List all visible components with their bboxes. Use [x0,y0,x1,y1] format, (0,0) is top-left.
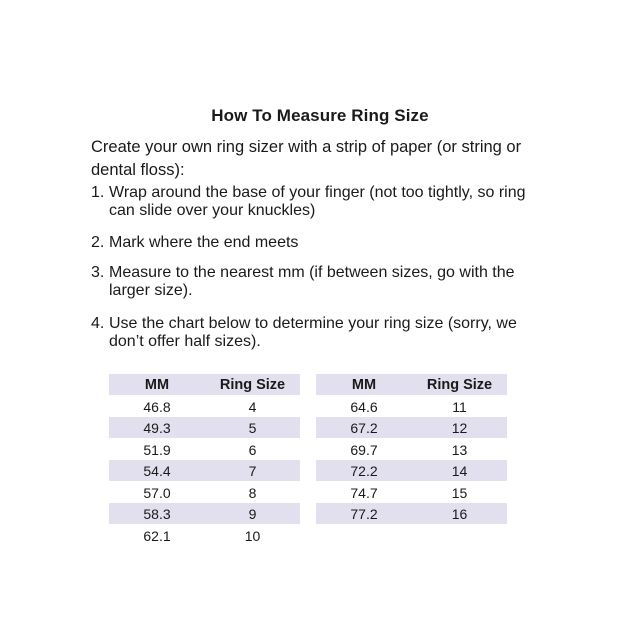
step-1 [91,184,561,220]
page-title: How To Measure Ring Size [211,106,429,125]
table-row [109,417,300,439]
size-cell: 10 [244,527,261,544]
size-cell: 5 [205,417,300,439]
table-row [316,396,507,418]
step-number: 3. [91,264,105,281]
mm-cell: 69.7 [350,441,378,458]
mm-cell: 72.2 [316,460,412,482]
mm-cell: 58.3 [109,503,205,525]
table-row [109,396,300,418]
size-cell: 15 [451,484,468,501]
table-row [109,503,300,525]
size-cell: 4 [248,398,257,415]
table-row [316,417,507,439]
size-cell: 7 [205,460,300,482]
size-cell: 14 [412,460,507,482]
table-row [316,482,507,504]
step-2 [91,234,561,252]
step-3 [91,264,561,300]
mm-cell: 67.2 [316,417,412,439]
mm-cell: 74.7 [350,484,378,501]
mm-cell: 51.9 [143,441,171,458]
step-text: Use the chart below to determine your ring size (sorry, we [109,315,517,332]
step-text-continued: larger size). [109,282,193,299]
step-number: 1. [91,184,105,201]
mm-cell: 77.2 [316,503,412,524]
size-cell: 16 [412,503,507,524]
header-mm: MM [109,374,205,396]
step-4 [91,315,561,351]
mm-cell: 49.3 [109,417,205,439]
header-ring-size: Ring Size [412,374,507,396]
ring-size-table-right [316,374,507,524]
size-cell: 12 [412,417,507,439]
mm-cell: 54.4 [109,460,205,482]
size-cell: 8 [248,484,257,501]
table-row [316,439,507,461]
intro-text: Create your own ring sizer with a strip of paper (or string or dental floss): [91,138,522,179]
step-text: Measure to the nearest mm (if between sizes, go with the [109,264,515,281]
step-text: Mark where the end meets [109,234,299,251]
header-mm: MM [316,374,412,396]
table-row [109,525,300,547]
table-row [316,503,507,524]
size-cell: 11 [452,398,467,415]
mm-cell: 46.8 [143,398,171,415]
step-number: 2. [91,234,105,251]
step-text-continued: don’t offer half sizes). [109,333,261,350]
table-row [109,482,300,504]
header-ring-size: Ring Size [205,374,300,396]
step-text: Wrap around the base of your finger (not too tightly, so ring [109,184,526,201]
step-text-continued: can slide over your knuckles) [109,202,316,219]
mm-cell: 62.1 [143,527,171,544]
step-number: 4. [91,315,105,332]
ring-size-table-left [109,374,300,546]
size-cell: 6 [248,441,257,458]
table-row [109,439,300,461]
size-cell: 13 [451,441,468,458]
table-row [316,460,507,482]
mm-cell: 57.0 [143,484,171,501]
table-row [109,460,300,482]
mm-cell: 64.6 [350,398,378,415]
size-cell: 9 [205,503,300,525]
